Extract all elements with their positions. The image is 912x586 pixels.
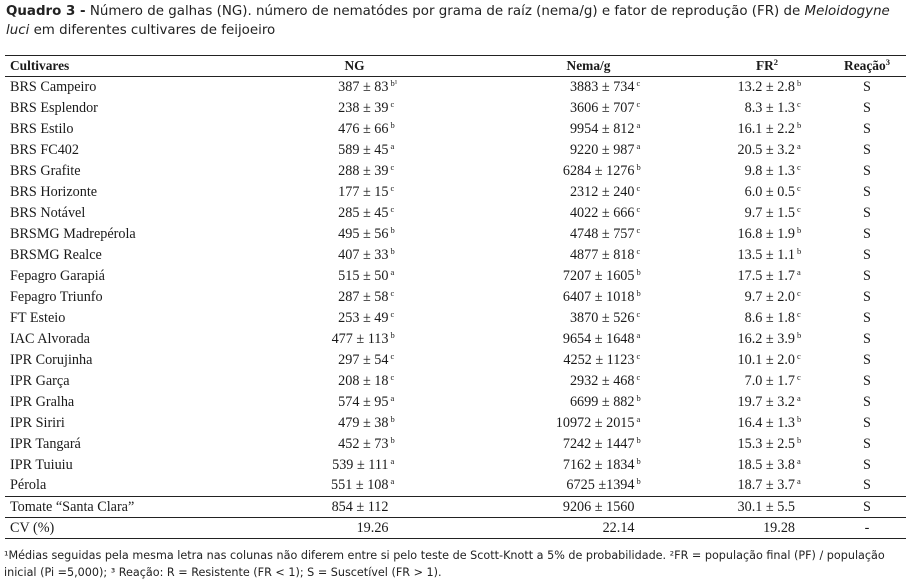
fr-cell: 10.1 ± 2.0 c [737, 350, 801, 368]
nema-cell: 6725 ±1394 b [566, 476, 641, 494]
reacao-cell: S [863, 330, 871, 347]
fr-cell: 18.5 ± 3.8 a [737, 455, 801, 473]
table-header-row [5, 56, 906, 77]
header-ng: NG [238, 56, 471, 77]
nema-cell: 4252 ± 1123 c [563, 350, 641, 368]
table-row [5, 245, 906, 266]
table-row [5, 392, 906, 413]
cultivar-name: BRS Estilo [10, 120, 74, 137]
nema-cell: 3870 ± 526 c [569, 308, 641, 326]
ng-cell: 285 ± 45 c [338, 203, 395, 221]
nema-cell: 4748 ± 757 c [569, 224, 641, 242]
cultivar-name: IPR Corujinha [10, 351, 93, 368]
ng-cell: 476 ± 66 b [338, 119, 395, 137]
fr-cell: 18.7 ± 3.7 a [737, 476, 801, 494]
cultivar-name: IPR Gralha [10, 393, 75, 410]
cv-fr: 19.28 [763, 519, 795, 536]
nema-cell: 9654 ± 1648 a [562, 329, 641, 347]
table-row [5, 119, 906, 140]
results-table [5, 55, 906, 539]
reacao-cell: S [863, 183, 871, 200]
table-row [5, 224, 906, 245]
cultivar-name: Fepagro Triunfo [10, 288, 103, 305]
header-reacao: Reação$^3$ [828, 56, 906, 77]
ng-cell: 589 ± 45 a [338, 140, 395, 158]
cv-label: CV (%) [5, 518, 238, 539]
table-row [5, 182, 906, 203]
nema-cell: 4877 ± 818 c [569, 245, 641, 263]
table-row [5, 161, 906, 182]
cultivar-name: IAC Alvorada [10, 330, 90, 347]
fr-cell: 16.8 ± 1.9 b [737, 224, 802, 242]
cultivar-name: IPR Tangará [10, 435, 81, 452]
table-row [5, 98, 906, 119]
table-row [5, 371, 906, 392]
fr-cell: 16.4 ± 1.3 b [737, 413, 802, 431]
table-footnote: ¹Médias seguidas pela mesma letra nas colunas não diferem entre si pelo teste de Scott-Knott a 5% de probabilidade. ²FR = população final (PF) / população inicial (Pi =5,000); ³ Reação: R = Resistente (FR < 1); S = Suscetível (FR > 1). [4, 549, 885, 579]
table-row [5, 203, 906, 224]
table-row [5, 455, 906, 476]
nema-cell: 9220 ± 987 a [569, 140, 641, 158]
nema-cell: 10972 ± 2015 a [555, 413, 641, 431]
reference-row [5, 497, 906, 518]
header-nema: Nema/g [471, 56, 706, 77]
reacao-cell: S [863, 225, 871, 242]
ng-cell: 238 ± 39 c [338, 98, 395, 116]
reacao-cell: S [863, 435, 871, 452]
cultivar-name: Pérola [10, 477, 47, 494]
fr-cell: 13.2 ± 2.8 b [737, 77, 802, 95]
cv-nema: 22.14 [602, 519, 635, 536]
fr-cell: 8.3 ± 1.3 c [744, 98, 801, 116]
reacao-cell: S [863, 456, 871, 473]
caption-label: Quadro 3 - [6, 4, 86, 19]
reacao-cell: S [863, 162, 871, 179]
ng-cell: 539 ± 111 a [332, 455, 395, 473]
ng-cell: 177 ± 15 c [338, 182, 395, 200]
table-row [5, 266, 906, 287]
fr-cell: 13.5 ± 1.1 b [737, 245, 802, 263]
fr-cell: 16.1 ± 2.2 b [737, 119, 802, 137]
ng-cell: 288 ± 39 c [338, 161, 395, 179]
ng-cell: 287 ± 58 c [338, 287, 395, 305]
reference-fr: 30.1 ± 5.5 [737, 498, 795, 515]
cv-ng: 19.26 [356, 519, 389, 536]
reference-reacao: S [828, 497, 906, 518]
cultivar-name: FT Esteio [10, 309, 66, 326]
reacao-cell: S [863, 78, 871, 95]
reference-ng: 854 ± 112 [331, 498, 389, 515]
cv-reacao: - [828, 518, 906, 539]
ng-cell: 551 ± 108 a [331, 476, 395, 494]
reacao-cell: S [863, 393, 871, 410]
table-row [5, 140, 906, 161]
cultivar-name: BRSMG Realce [10, 246, 102, 263]
cultivar-name: BRS Esplendor [10, 99, 98, 116]
reacao-cell: S [863, 204, 871, 221]
nema-cell: 4022 ± 666 c [569, 203, 641, 221]
ng-cell: 479 ± 38 b [338, 413, 395, 431]
fr-cell: 8.6 ± 1.8 c [744, 308, 801, 326]
nema-cell: 2312 ± 240 c [569, 182, 641, 200]
cv-row [5, 518, 906, 539]
table-row [5, 413, 906, 434]
cultivar-name: IPR Tuiuiu [10, 456, 73, 473]
nema-cell: 3606 ± 707 c [569, 98, 641, 116]
reacao-cell: S [863, 288, 871, 305]
reacao-cell: S [863, 372, 871, 389]
table-row [5, 350, 906, 371]
nema-cell: 9954 ± 812 a [569, 119, 641, 137]
table-row [5, 308, 906, 329]
fr-cell: 7.0 ± 1.7 c [744, 371, 801, 389]
table-caption [6, 2, 906, 40]
cultivar-name: Fepagro Garapiá [10, 267, 105, 284]
cultivar-name: BRS FC402 [10, 141, 79, 158]
ng-cell: 452 ± 73 b [338, 434, 395, 452]
reference-cultivar: Tomate “Santa Clara” [5, 497, 238, 518]
nema-cell: 7207 ± 1605 b [562, 266, 641, 284]
caption-text: Número de galhas (NG). número de nematódes por grama de raíz (nema/g) e fator de reprodução (FR) de [89, 4, 801, 19]
fr-cell: 19.7 ± 3.2 a [737, 392, 801, 410]
fr-cell: 20.5 ± 3.2 a [737, 140, 801, 158]
cultivar-name: BRS Grafite [10, 162, 81, 179]
reacao-cell: S [863, 99, 871, 116]
reference-nema: 9206 ± 1560 [562, 498, 635, 515]
cultivar-name: BRS Notável [10, 204, 86, 221]
reacao-cell: S [863, 246, 871, 263]
fr-cell: 15.3 ± 2.5 b [737, 434, 802, 452]
ng-cell: 253 ± 49 c [338, 308, 395, 326]
table-row [5, 329, 906, 350]
nema-cell: 3883 ± 734 c [569, 77, 641, 95]
ng-cell: 515 ± 50 a [338, 266, 395, 284]
reacao-cell: S [863, 414, 871, 431]
nema-cell: 6407 ± 1018 b [562, 287, 641, 305]
reacao-cell: S [863, 141, 871, 158]
ng-cell: 208 ± 18 c [338, 371, 395, 389]
caption-species: Meloidogyne luci [6, 4, 890, 38]
reacao-cell: S [863, 267, 871, 284]
table-row [5, 77, 906, 98]
fr-cell: 16.2 ± 3.9 b [737, 329, 802, 347]
caption-text-end: em diferentes cultivares de feijoeiro [33, 23, 276, 38]
header-cultivar: Cultivares [5, 56, 238, 77]
reacao-cell: S [863, 120, 871, 137]
nema-cell: 7162 ± 1834 b [562, 455, 641, 473]
header-fr: $FR^2$ [706, 56, 828, 77]
cultivar-name: BRS Horizonte [10, 183, 98, 200]
ng-cell: 297 ± 54 c [338, 350, 395, 368]
ng-cell: 387 ± 83 b¹ [338, 77, 398, 95]
nema-cell: 6699 ± 882 b [569, 392, 641, 410]
ng-cell: 495 ± 56 b [338, 224, 395, 242]
nema-cell: 6284 ± 1276 b [562, 161, 641, 179]
cultivar-name: BRS Campeiro [10, 78, 97, 95]
nema-cell: 7242 ± 1447 b [562, 434, 641, 452]
fr-cell: 9.7 ± 1.5 c [744, 203, 801, 221]
ng-cell: 574 ± 95 a [338, 392, 395, 410]
nema-cell: 2932 ± 468 c [569, 371, 641, 389]
fr-cell: 9.7 ± 2.0 c [744, 287, 801, 305]
reacao-cell: S [863, 309, 871, 326]
cultivar-name: IPR Garça [10, 372, 70, 389]
ng-cell: 407 ± 33 b [338, 245, 395, 263]
fr-cell: 9.8 ± 1.3 c [744, 161, 801, 179]
ng-cell: 477 ± 113 b [331, 329, 395, 347]
fr-cell: 6.0 ± 0.5 c [744, 182, 801, 200]
cultivar-name: IPR Siriri [10, 414, 65, 431]
fr-cell: 17.5 ± 1.7 a [737, 266, 801, 284]
cultivar-name: BRSMG Madrepérola [10, 225, 136, 242]
table-row [5, 434, 906, 455]
reacao-cell: S [863, 477, 871, 494]
table-row [5, 287, 906, 308]
reacao-cell: S [863, 351, 871, 368]
table-row [5, 476, 906, 497]
